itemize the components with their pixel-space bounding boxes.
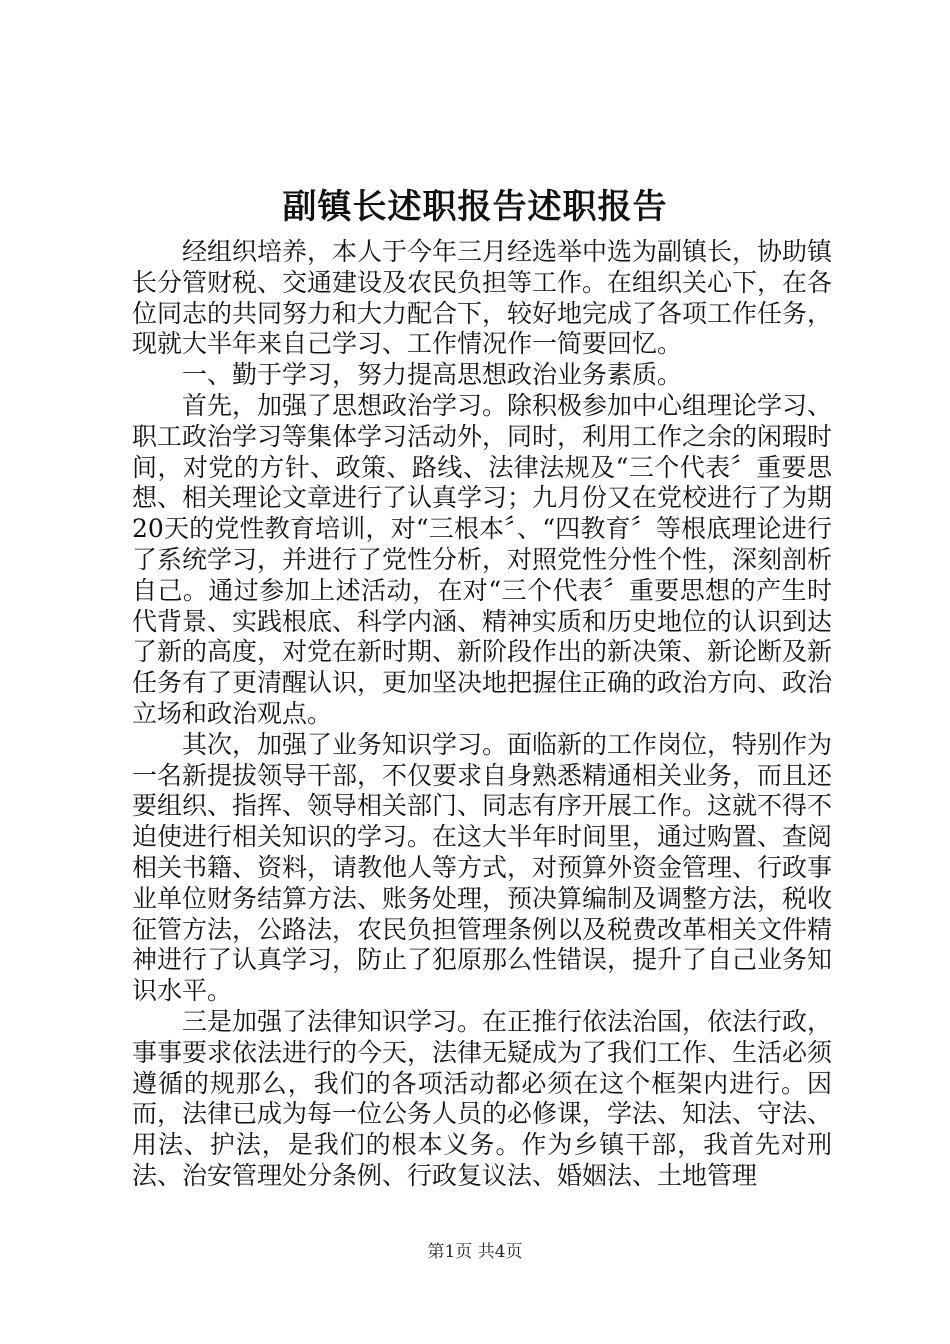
document-title: 副镇长述职报告述职报告 (282, 187, 668, 227)
document-body (132, 237, 832, 1192)
page-number-footer: 第1页 共4页 (427, 1242, 523, 1262)
paragraph-legal-study: 三是加强了法律知识学习。在正推行依法治国，依法行政，事事要求依法进行的今天，法律无疑成为了我们工作、生活必须遵循的规那么，我们的各项活动都必须在这个框架内进行。因而，法律已成为每一位公务人员的必修课，学法、知法、守法、用法、护法，是我们的根本义务。作为乡镇干部，我首先对刑法、治安管理处分条例、行政复议法、婚姻法、土地管理 (132, 1006, 833, 1190)
paragraph-political-study: 首先，加强了思想政治学习。除积极参加中心组理论学习、职工政治学习等集体学习活动外，同时，利用工作之余的闲瑕时间，对党的方针、政策、路线、法律法规及“三个代表〞重要思想、相关理论文章进行了认真学习；九月份又在党校进行了为期20天的党性教育培训，对“三根本〞、“四教育〞等根底理论进行了系统学习，并进行了党性分析，对照党性分性个性，深刻剖析自己。通过参加上述活动，在对“三个代表〞重要思想的产生时代背景、实践根底、科学内涵、精神实质和历史地位的认识到达了新的高度，对党在新时期、新阶段作出的新决策、新论断及新任务有了更清醒认识，更加坚决地把握住正确的政治方向、政治立场和政治观点。 (132, 390, 833, 728)
paragraph-section-heading: 一、勤于学习，努力提高思想政治业务素质。 (182, 360, 683, 390)
paragraph-business-study: 其次，加强了业务知识学习。面临新的工作岗位，特别作为一名新提拔领导干部，不仅要求自身熟悉精通相关业务，而且还要组织、指挥、领导相关部门、同志有序开展工作。这就不得不迫使进行相关知识的学习。在这大半年时间里，通过购置、查阅相关书籍、资料，请教他人等方式，对预算外资金管理、行政事业单位财务结算方法、账务处理，预决算编制及调整方法，税收征管方法，公路法，农民负担管理条例以及税费改革相关文件精神进行了认真学习，防止了犯原那么性错误，提升了自己业务知识水平。 (132, 729, 833, 1006)
paragraph-intro: 经组织培养，本人于今年三月经选举中选为副镇长，协助镇长分管财税、交通建设及农民负担等工作。在组织关心下，在各位同志的共同努力和大力配合下，较好地完成了各项工作任务，现就大半年来自己学习、工作情况作一简要回忆。 (132, 237, 833, 359)
